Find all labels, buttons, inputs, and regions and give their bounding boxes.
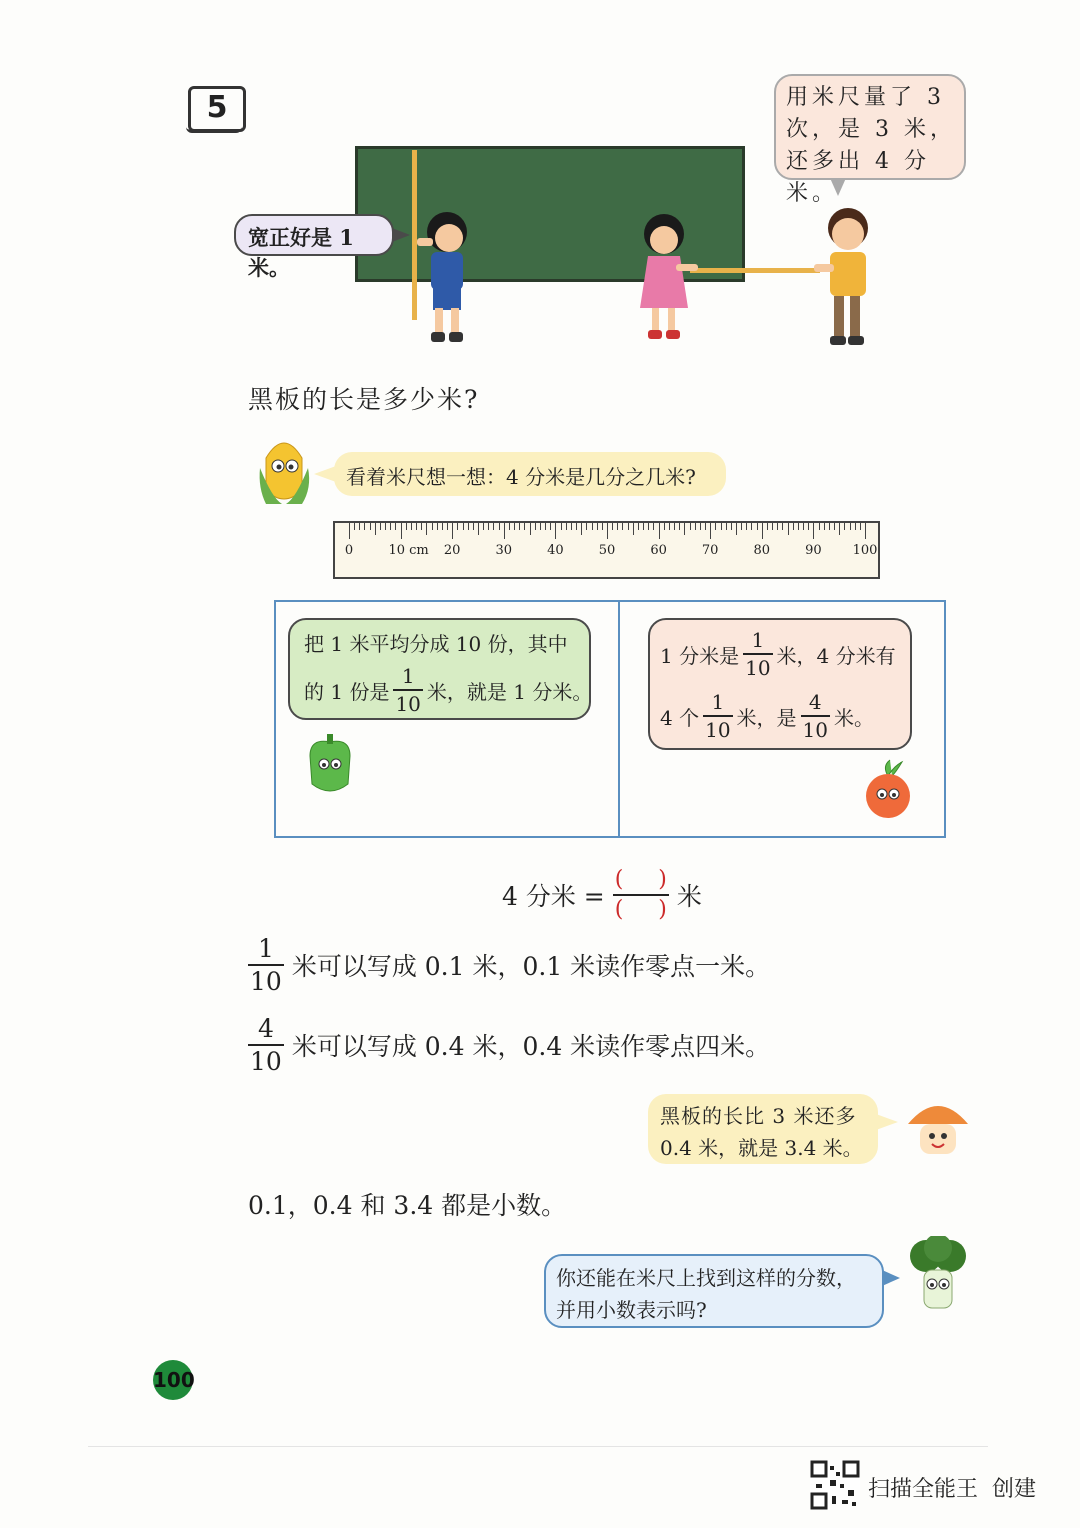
fraction-four-tenths-b [248, 1016, 284, 1074]
tomato-character-icon [862, 756, 918, 826]
ruler-label: 0 [344, 543, 354, 558]
fraction-numerator: 1 [257, 934, 274, 963]
equation-right: 米 [676, 882, 702, 911]
man-bubble-tail [830, 178, 846, 196]
ruler-label: 100 [852, 543, 878, 558]
equation [502, 860, 702, 930]
broccoli-line1: 你还能在米尺上找到这样的分数， [556, 1266, 856, 1290]
fraction-numerator: 4 [257, 1014, 274, 1043]
ruler-label: 20 [443, 543, 461, 558]
tomato-l2-pre: 4 个 [660, 705, 700, 730]
tomato-l1-post: 米，4 分米有 [776, 643, 896, 668]
fraction-denominator: 10 [250, 1047, 282, 1076]
fraction-denominator: 10 [395, 692, 421, 716]
broccoli-bubble-tail [882, 1270, 900, 1286]
man-illustration [812, 204, 876, 350]
ruler-label: 10 cm [388, 543, 429, 558]
pepper-line2-pre: 的 1 份是 [304, 679, 390, 704]
fraction-denominator: 10 [250, 967, 282, 996]
watermark-text: 扫描全能王 创建 [868, 1477, 1036, 1502]
boy-bubble-tail [392, 228, 410, 242]
fraction-one-tenth-b [743, 630, 772, 678]
pepper-speech-bubble [288, 618, 591, 720]
box-divider [618, 602, 620, 838]
girl-illustration [636, 212, 700, 344]
fraction-four-tenths [801, 692, 830, 740]
four-tenths-text: 米可以写成 0.4 米，0.4 米读作零点四米。 [291, 1032, 771, 1061]
fraction-denominator: 10 [745, 656, 771, 680]
boy-illustration [415, 208, 475, 348]
blank-denominator: ( ) [614, 897, 667, 922]
four-tenths-line [248, 1016, 770, 1074]
mushroom-character-icon [902, 1094, 974, 1164]
tomato-l2-post: 米。 [834, 705, 874, 730]
footer-divider [88, 1446, 988, 1447]
fraction-numerator: 1 [751, 628, 765, 652]
page-number: 100 [153, 1368, 195, 1392]
mushroom-line1: 黑板的长比 3 米还多 [660, 1104, 857, 1128]
ruler-label: 30 [495, 543, 513, 558]
ruler-label: 70 [701, 543, 719, 558]
fraction-numerator: 1 [711, 690, 725, 714]
mushroom-bubble-tail [876, 1114, 898, 1130]
pepper-line1: 把 1 米平均分成 10 份，其中 [304, 632, 568, 656]
qr-code-icon [810, 1460, 860, 1510]
fraction-one-tenth-d [248, 936, 284, 994]
mushroom-line2: 0.4 米，就是 3.4 米。 [660, 1136, 863, 1160]
man-speech-text: 用米尺量了 3 次，是 3 米，还多出 4 分米。 [786, 85, 956, 206]
pepper-character-icon [300, 732, 362, 802]
meter-stick-horizontal [690, 268, 820, 273]
tomato-l1-pre: 1 分米是 [660, 643, 740, 668]
fraction-numerator: 1 [401, 664, 415, 688]
ruler-label: 40 [547, 543, 564, 558]
fraction-numerator: 4 [808, 690, 822, 714]
broccoli-character-icon [902, 1236, 974, 1326]
corn-character-icon [252, 428, 318, 514]
blank-numerator: ( ) [614, 867, 667, 892]
corn-bubble-tail [314, 466, 336, 482]
lesson-number: 5 [206, 90, 228, 125]
ruler-label: 80 [753, 543, 771, 558]
tomato-line1 [660, 630, 896, 678]
equation-left: 4 分米 = [502, 882, 605, 911]
ruler-label: 60 [650, 543, 667, 558]
one-tenth-text: 米可以写成 0.1 米，0.1 米读作零点一米。 [291, 952, 771, 981]
fraction-one-tenth-c [703, 692, 732, 740]
fraction-denominator: 10 [802, 718, 828, 742]
corn-hint-bubble [334, 452, 726, 496]
broccoli-speech-bubble [544, 1254, 884, 1328]
pepper-line2-post: 米，就是 1 分米。 [426, 679, 593, 704]
fraction-denominator: 10 [705, 718, 731, 742]
man-speech-bubble [774, 74, 966, 206]
tomato-line2 [660, 692, 874, 740]
fraction-one-tenth [393, 666, 422, 714]
broccoli-line2: 并用小数表示吗? [556, 1298, 707, 1322]
corn-hint-text: 看着米尺想一想：4 分米是几分之几米? [346, 465, 696, 489]
tomato-l2-mid: 米，是 [736, 705, 797, 730]
boy-speech-text: 宽正好是 1 米。 [248, 225, 354, 280]
blank-fraction [613, 869, 669, 921]
ruler-labels [335, 523, 878, 577]
ruler [333, 521, 880, 579]
decimal-note: 0.1，0.4 和 3.4 都是小数。 [248, 1191, 567, 1220]
question-text: 黑板的长是多少米? [248, 385, 480, 414]
pepper-line2 [304, 666, 592, 714]
boy-speech-bubble [234, 214, 394, 280]
one-tenth-line [248, 936, 770, 994]
tomato-speech-bubble [648, 618, 912, 750]
mushroom-speech-bubble [648, 1094, 878, 1164]
page-number-badge [153, 1360, 193, 1400]
ruler-label: 50 [598, 543, 616, 558]
ruler-label: 90 [805, 543, 822, 558]
book-icon [186, 124, 242, 133]
